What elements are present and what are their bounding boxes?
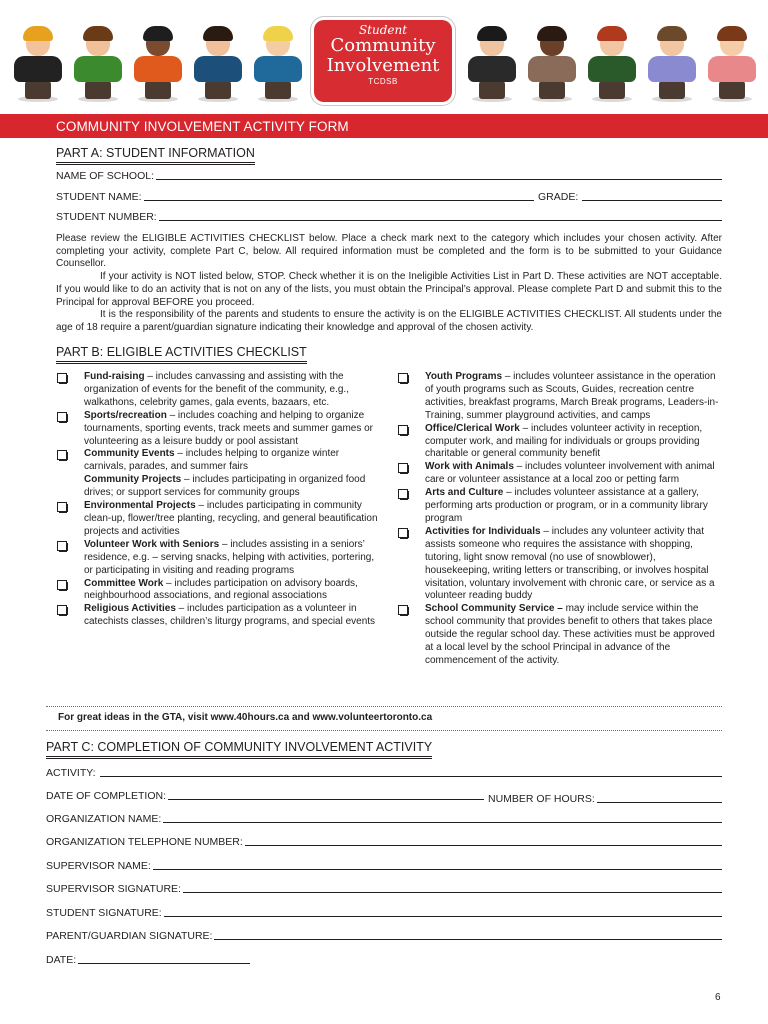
page-number: 6 bbox=[715, 992, 721, 1003]
date-label: DATE: bbox=[46, 954, 77, 966]
checklist-left-column bbox=[55, 371, 380, 629]
part-b-heading: PART B: ELIGIBLE ACTIVITIES CHECKLIST bbox=[56, 345, 307, 361]
school-name-field[interactable] bbox=[56, 168, 722, 182]
supervisor-signature-field[interactable] bbox=[46, 881, 722, 895]
school-name-line[interactable] bbox=[156, 178, 722, 180]
school-name-label: NAME OF SCHOOL: bbox=[56, 170, 155, 182]
activity-category-title: Religious Activities bbox=[84, 603, 176, 615]
header-figures-left bbox=[12, 26, 302, 106]
resource-tip: For great ideas in the GTA, visit www.40hours.ca and www.volunteertoronto.ca bbox=[58, 712, 433, 723]
supervisor-signature-label: SUPERVISOR SIGNATURE: bbox=[46, 883, 181, 895]
checklist-item-text bbox=[425, 461, 722, 487]
checklist-item bbox=[396, 487, 722, 526]
checkbox[interactable] bbox=[398, 489, 408, 499]
activity-category-description: may include service within the school community that provides benefit to others that takes place outside the regular school day. These activities must be approved at a local level by the school Principal in advance of the commencement of the activity. bbox=[425, 603, 715, 666]
checklist-item-text bbox=[425, 487, 722, 526]
activity-category-title: Community Events bbox=[84, 448, 175, 460]
student-figure bbox=[72, 26, 124, 102]
checklist-item bbox=[55, 603, 380, 629]
activity-field[interactable] bbox=[46, 765, 722, 779]
checkbox[interactable] bbox=[57, 412, 67, 422]
checklist-item bbox=[396, 603, 722, 668]
supervisor-name-field[interactable] bbox=[46, 858, 722, 872]
number-of-hours-field[interactable] bbox=[488, 791, 722, 805]
activity-category-title: Volunteer Work with Seniors bbox=[84, 538, 220, 550]
checklist-item-text bbox=[84, 410, 380, 449]
student-name-line[interactable] bbox=[144, 199, 534, 201]
organization-name-field[interactable] bbox=[46, 811, 722, 825]
student-number-field[interactable] bbox=[56, 209, 722, 223]
supervisor-name-label: SUPERVISOR NAME: bbox=[46, 860, 151, 872]
activity-category-description: – includes participation on advisory boards, neighbourhood associations, and regional associations bbox=[84, 577, 358, 602]
student-name-field[interactable] bbox=[56, 189, 534, 203]
checkbox[interactable] bbox=[57, 373, 67, 383]
date-of-completion-label: DATE OF COMPLETION: bbox=[46, 790, 166, 802]
instructions-paragraph-2: If your activity is NOT listed below, STOP. Check whether it is on the Ineligible Activities List in Part D. These activities are NOT acceptable. If you would like to do an activity that is not on any of the lists, you must obtain the Principal’s approval. Please complete Part D and submit this to the Principal for approval BEFORE you proceed. bbox=[56, 271, 722, 308]
supervisor-signature-line[interactable] bbox=[183, 891, 722, 893]
form-title: COMMUNITY INVOLVEMENT ACTIVITY FORM bbox=[56, 119, 349, 134]
activity-category-description: – includes helping to organize winter carnivals, parades, and summer fairs bbox=[84, 448, 340, 473]
student-figure bbox=[526, 26, 578, 102]
checklist-item bbox=[396, 526, 722, 603]
activity-category-title: Committee Work bbox=[84, 577, 164, 589]
checklist-item bbox=[396, 423, 722, 462]
checklist-item-text bbox=[84, 578, 380, 604]
instructions bbox=[56, 233, 722, 335]
organization-name-line[interactable] bbox=[163, 821, 722, 823]
activity-category-description: – includes volunteer assistance at a gallery, performing arts production or program, or in a community library program bbox=[425, 487, 708, 524]
checklist-item bbox=[55, 539, 380, 578]
logo-line-involvement: Involvement bbox=[326, 55, 440, 76]
grade-line[interactable] bbox=[582, 199, 722, 201]
checklist-item-text bbox=[84, 371, 380, 410]
checkbox[interactable] bbox=[398, 605, 408, 615]
checklist-item-text bbox=[84, 448, 380, 474]
part-c-heading: PART C: COMPLETION OF COMMUNITY INVOLVEMENT ACTIVITY bbox=[46, 740, 432, 756]
activity-category-title: Environmental Projects bbox=[84, 500, 196, 512]
checklist-item bbox=[55, 578, 380, 604]
logo-line-student: Student bbox=[358, 23, 408, 37]
activity-category-title: Sports/recreation bbox=[84, 409, 167, 421]
checkbox[interactable] bbox=[398, 463, 408, 473]
activity-category-title: Arts and Culture bbox=[425, 487, 504, 499]
checklist-item-text bbox=[84, 539, 380, 578]
grade-label: GRADE: bbox=[538, 191, 579, 203]
checkbox[interactable] bbox=[57, 605, 67, 615]
checklist-item bbox=[396, 371, 722, 423]
checklist-item bbox=[396, 461, 722, 487]
checkbox[interactable] bbox=[57, 541, 67, 551]
form-title-bar bbox=[0, 114, 768, 138]
activity-category-title: Work with Animals bbox=[425, 461, 514, 473]
divider-bottom bbox=[46, 730, 722, 731]
parent-signature-field[interactable] bbox=[46, 928, 722, 942]
checklist-item-text bbox=[425, 371, 722, 423]
activity-category-title: Community Projects bbox=[84, 474, 182, 486]
activity-category-description: – includes volunteer assistance in the operation of youth programs such as Scouts, Guides, recreation centre activities, breakfast programs, March Break programs, Leaders-in-Training, summer playground activities, and camps bbox=[425, 371, 719, 421]
student-figure bbox=[466, 26, 518, 102]
checklist-item-text bbox=[425, 526, 722, 603]
checklist-item-text bbox=[84, 474, 380, 500]
activity-label: ACTIVITY: bbox=[46, 767, 96, 779]
checkbox[interactable] bbox=[57, 502, 67, 512]
activity-category-title: School Community Service – bbox=[425, 603, 563, 615]
student-figure bbox=[586, 26, 638, 102]
checklist-item-text bbox=[425, 603, 722, 668]
student-figure bbox=[192, 26, 244, 102]
checkbox[interactable] bbox=[57, 450, 67, 460]
activity-category-description: – includes participating in community clean-up, flower/tree planting, recycling, and general beautification projects and activities bbox=[84, 500, 378, 537]
parent-signature-label: PARENT/GUARDIAN SIGNATURE: bbox=[46, 930, 213, 942]
activity-line[interactable] bbox=[100, 775, 722, 777]
activity-category-title: Office/Clerical Work bbox=[425, 422, 520, 434]
organization-phone-label: ORGANIZATION TELEPHONE NUMBER: bbox=[46, 836, 243, 848]
student-figure bbox=[12, 26, 64, 102]
student-number-line[interactable] bbox=[159, 219, 722, 221]
organization-phone-line[interactable] bbox=[245, 844, 722, 846]
activity-category-description: – includes volunteer activity in reception, computer work, and mailing for individuals or groups providing charitable or general community benefit bbox=[425, 422, 703, 460]
checkbox[interactable] bbox=[398, 528, 408, 538]
logo-line-community: Community bbox=[330, 35, 436, 56]
checklist-item bbox=[55, 371, 380, 410]
activity-category-description: – includes assisting in a seniors’ residence, e.g. – serving snacks, helping with activities, portering, or participating in visiting and reading programs bbox=[84, 538, 375, 576]
program-logo bbox=[314, 20, 452, 102]
checklist-right-column bbox=[396, 371, 722, 668]
organization-name-label: ORGANIZATION NAME: bbox=[46, 813, 162, 825]
checklist-item bbox=[55, 410, 380, 449]
student-figure bbox=[252, 26, 304, 102]
header-figures-right bbox=[466, 26, 756, 106]
date-line[interactable] bbox=[78, 962, 250, 964]
activity-category-title: Fund-raising bbox=[84, 371, 145, 382]
checklist-item bbox=[55, 448, 380, 500]
student-number-label: STUDENT NUMBER: bbox=[56, 211, 157, 223]
organization-phone-field[interactable] bbox=[46, 834, 722, 848]
student-name-label: STUDENT NAME: bbox=[56, 191, 142, 203]
student-signature-field[interactable] bbox=[46, 905, 722, 919]
checklist-item bbox=[55, 500, 380, 539]
activity-category-description: – includes any volunteer activity that assists someone who requires the assistance with shopping, tutoring, light snow removal (no use of snowblower), housekeeping, writing letters or transcribing, or involves hospital visitation, voluntary involvement with chronic care, or service as a volunteer reading buddy bbox=[425, 525, 715, 602]
date-of-completion-field[interactable] bbox=[46, 788, 484, 802]
activity-category-description: – includes participation as a volunteer in catechists classes, children’s liturgy programs, and special events bbox=[84, 603, 376, 628]
grade-field[interactable] bbox=[538, 189, 722, 203]
student-figure bbox=[132, 26, 184, 102]
supervisor-name-line[interactable] bbox=[153, 868, 722, 870]
parent-signature-line[interactable] bbox=[214, 938, 722, 940]
checkbox[interactable] bbox=[57, 580, 67, 590]
student-figure bbox=[706, 26, 758, 102]
number-of-hours-line[interactable] bbox=[597, 801, 722, 803]
activity-category-description: – includes coaching and helping to organize tournaments, sporting events, track meets and summer games or volunteering as a leisure buddy or pool assistant bbox=[84, 409, 374, 447]
student-signature-line[interactable] bbox=[164, 915, 722, 917]
checkbox[interactable] bbox=[398, 373, 408, 383]
student-signature-label: STUDENT SIGNATURE: bbox=[46, 907, 162, 919]
checklist-item-text bbox=[84, 603, 380, 629]
activity-category-title: Activities for Individuals bbox=[425, 525, 541, 537]
divider-top bbox=[46, 706, 722, 707]
student-figure bbox=[646, 26, 698, 102]
checklist-item-text bbox=[84, 500, 380, 539]
activity-category-description: – includes participating in organized food drives; or support services for community groups bbox=[84, 474, 366, 499]
instructions-paragraph-3: It is the responsibility of the parents and students to ensure the activity is on the ELIGIBLE ACTIVITIES CHECKLIST. All students under the age of 18 require a parent/guardian signature indicating their knowledge and approval of the chosen activity. bbox=[56, 309, 722, 333]
activity-category-description: – includes canvassing and assisting with the organization of events for the benefit of the community, e.g., walkathons, celebrity games, gala events, bazaars, etc. bbox=[84, 371, 349, 408]
activity-category-title: Youth Programs bbox=[425, 371, 503, 382]
activity-category-description: – includes volunteer involvement with animal care or volunteer assistance at a local zoo or petting farm bbox=[425, 461, 715, 486]
number-of-hours-label: NUMBER OF HOURS: bbox=[488, 793, 595, 805]
part-a-heading: PART A: STUDENT INFORMATION bbox=[56, 146, 255, 162]
checkbox[interactable] bbox=[398, 425, 408, 435]
logo-line-board: TCDSB bbox=[368, 77, 398, 86]
date-of-completion-line[interactable] bbox=[168, 798, 484, 800]
date-field[interactable] bbox=[46, 952, 250, 966]
checklist-item-text bbox=[425, 423, 722, 462]
instructions-paragraph-1: Please review the ELIGIBLE ACTIVITIES CHECKLIST below. Place a check mark next to the category which includes your chosen activity. After completing your activity, complete Part C, below. All required information must be completed and the form is to be submitted to your Guidance Counsellor. bbox=[56, 233, 722, 270]
